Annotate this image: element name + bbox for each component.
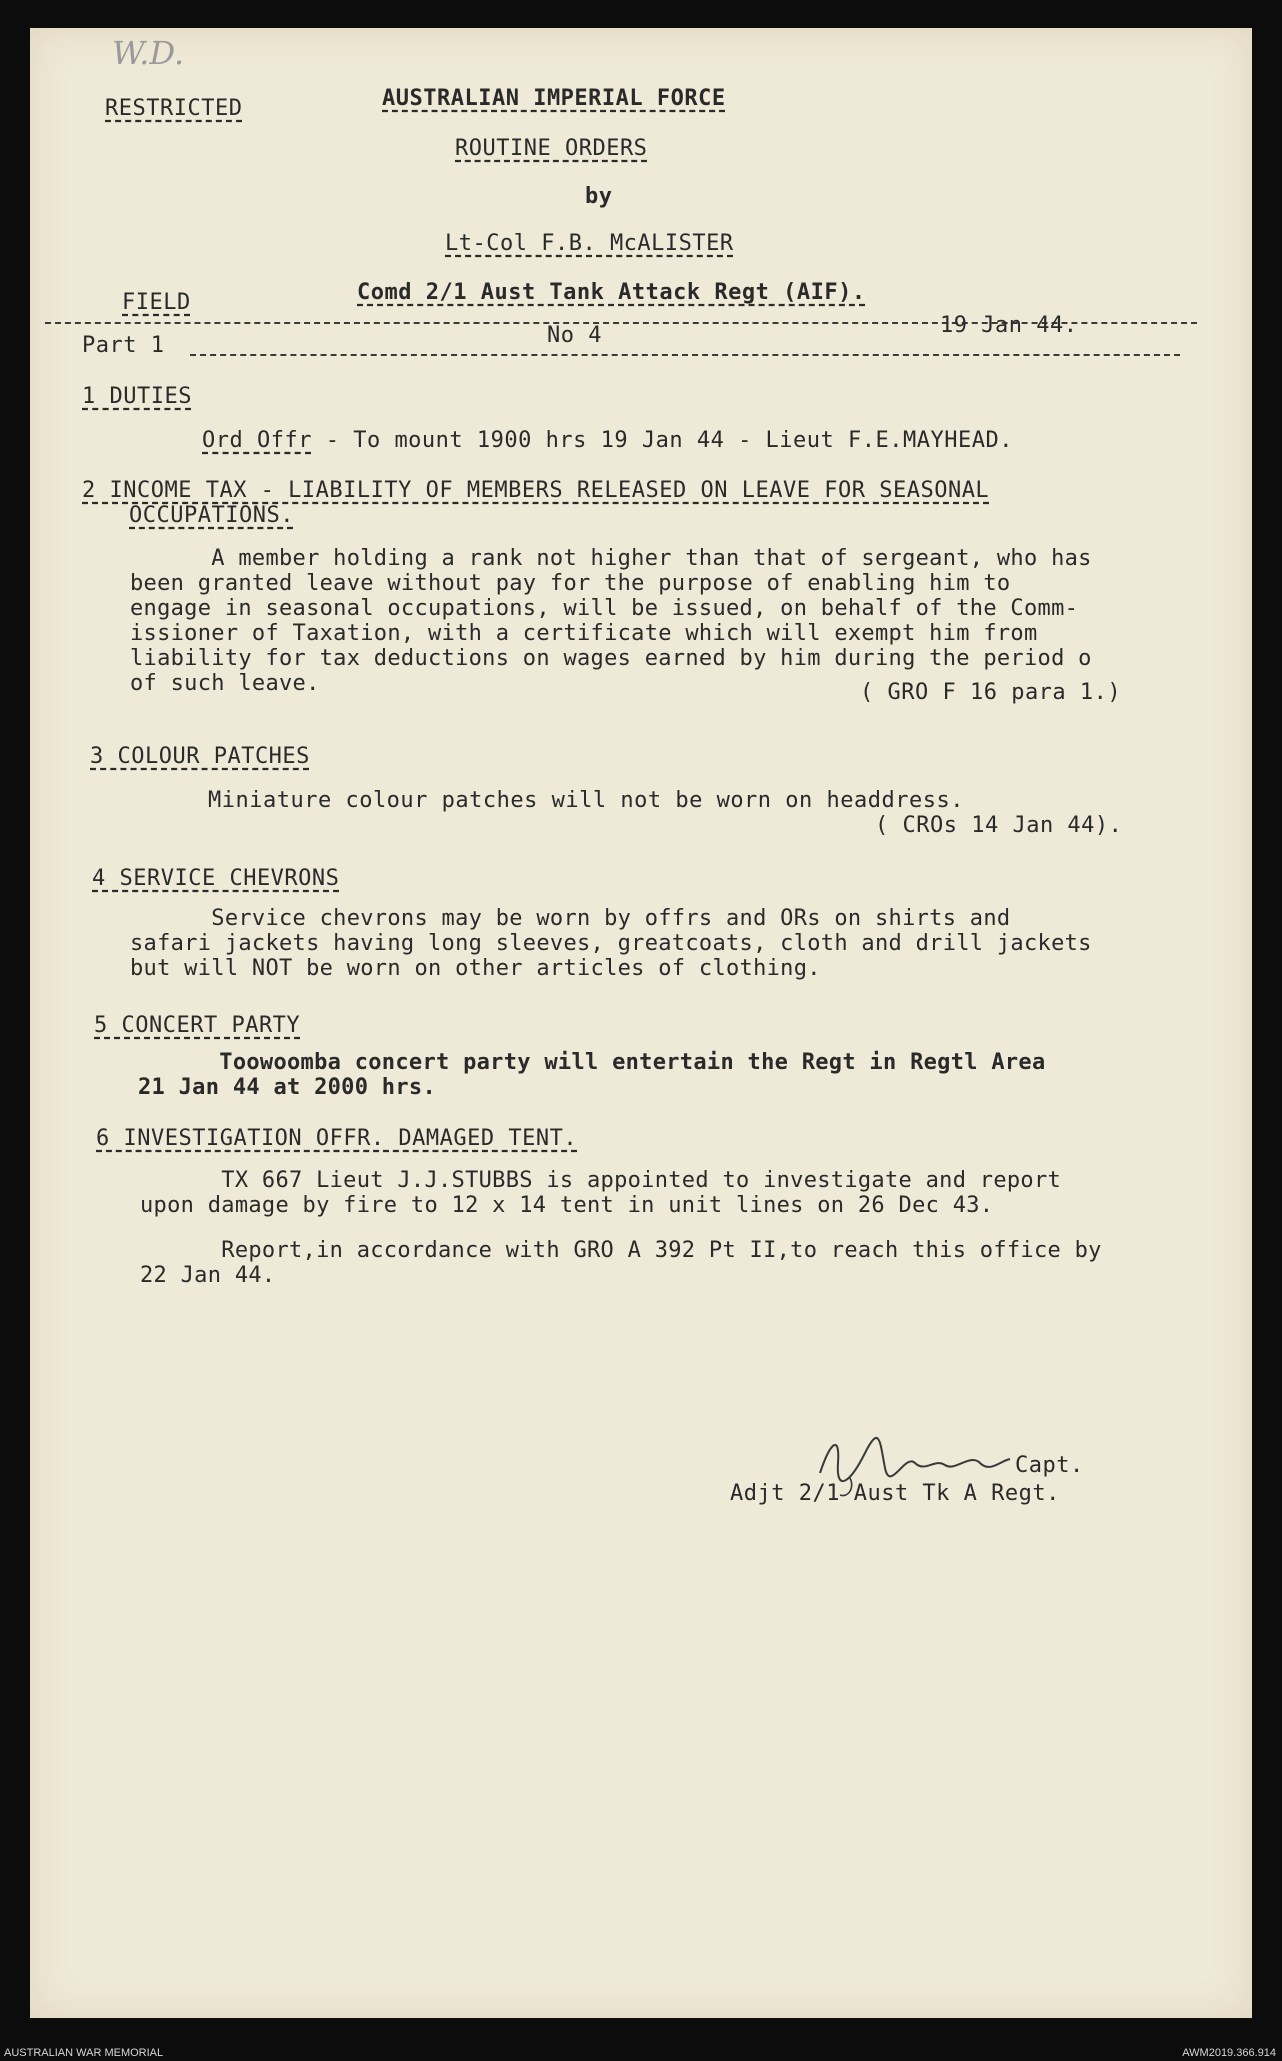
- section-2-reference: ( GRO F 16 para 1.): [860, 680, 1122, 705]
- section-3-heading: 3 COLOUR PATCHES: [90, 744, 310, 769]
- section-5-heading: 5 CONCERT PARTY: [94, 1013, 301, 1038]
- force-title: AUSTRALIAN IMPERIAL FORCE: [382, 86, 726, 111]
- duty-detail: - To mount 1900 hrs 19 Jan 44 - Lieut F.E.MAYHEAD.: [311, 428, 1013, 453]
- section-4-body: Service chevrons may be worn by offrs and ORs on shirts and safari jackets having long sleeves, greatcoats, cloth and drill jackets but will NOT be worn on other articles of clothing.: [130, 906, 1092, 981]
- signatory-appointment: Adjt 2/1 Aust Tk A Regt.: [730, 1481, 1060, 1506]
- footer-accession-number: AWM2019.366.914: [1182, 2047, 1276, 2059]
- location: FIELD: [122, 290, 191, 315]
- document-title: ROUTINE ORDERS: [455, 136, 648, 161]
- header-rule-bottom: [190, 354, 1180, 356]
- section-5-body: Toowoomba concert party will entertain the Regt in Regtl Area 21 Jan 44 at 2000 hrs.: [138, 1050, 1046, 1100]
- section-2-heading-cont: OCCUPATIONS.: [129, 503, 294, 528]
- section-6-body-2: Report,in accordance with GRO A 392 Pt II,to reach this office by 22 Jan 44.: [140, 1238, 1102, 1288]
- order-number: No 4: [547, 323, 602, 348]
- section-6-body: TX 667 Lieut J.J.STUBBS is appointed to investigate and report upon damage by fire to 12 x 14 tent in unit lines on 26 Dec 43.: [140, 1168, 1062, 1218]
- duty-role: Ord Offr: [202, 428, 312, 453]
- signatory-rank: Capt.: [1015, 1453, 1084, 1478]
- section-6-heading: 6 INVESTIGATION OFFR. DAMAGED TENT.: [96, 1126, 578, 1151]
- classification: RESTRICTED: [105, 96, 243, 121]
- section-1-heading: 1 DUTIES: [82, 384, 192, 409]
- section-1-text: [202, 428, 1013, 453]
- order-date: 19 Jan 44.: [940, 313, 1078, 338]
- footer-credit: AUSTRALIAN WAR MEMORIAL: [4, 2047, 164, 2059]
- part-number: Part 1: [82, 333, 165, 358]
- by-line: by: [585, 184, 613, 209]
- section-3-reference: ( CROs 14 Jan 44).: [875, 813, 1123, 838]
- issuing-officer: Lt-Col F.B. McALISTER: [445, 231, 734, 256]
- section-2-body: A member holding a rank not higher than that of sergeant, who has been granted leave without pay for the purpose of enabling him to engage in seasonal occupations, will be issued, on behalf of the Comm- issioner of Taxation, with a certificate which will exempt him from liability for tax deductions on wages earned by him during the period o of such leave.: [130, 546, 1092, 696]
- document-page: [30, 28, 1252, 2018]
- command: Comd 2/1 Aust Tank Attack Regt (AIF).: [357, 280, 866, 305]
- section-2-heading: 2 INCOME TAX - LIABILITY OF MEMBERS RELEASED ON LEAVE FOR SEASONAL: [82, 478, 990, 503]
- section-4-heading: 4 SERVICE CHEVRONS: [92, 866, 340, 891]
- pencil-annotation: W.D.: [112, 34, 185, 72]
- section-3-body: Miniature colour patches will not be worn on headdress.: [208, 788, 964, 813]
